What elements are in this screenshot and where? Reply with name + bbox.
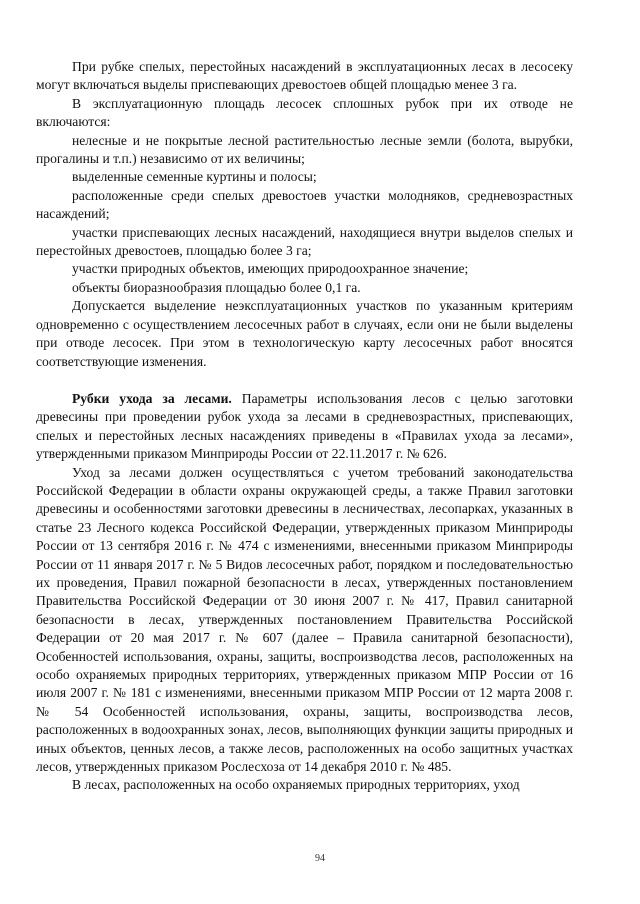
paragraph-8: объекты биоразнообразия площадью более 0,1 га. <box>72 279 361 295</box>
paragraph-5: расположенные среди спелых древостоев участки молодняков, средневозрастных насаждений; <box>36 187 573 222</box>
paragraph-1: При рубке спелых, перестойных насаждений в эксплуатационных лесах в лесосеку могут включаться выделы приспевающих древостоев общей площадью менее 3 га. <box>36 59 573 93</box>
section-heading: Рубки ухода за лесами. <box>72 390 232 406</box>
paragraph-7: участки природных объектов, имеющих природоохранное значение; <box>72 261 469 277</box>
page-number: 94 <box>315 853 325 864</box>
paragraph-9: Допускается выделение неэксплуатационных участков по указанным критериям одновременно с осуществлением лесосечных работ в случаях, если они не были выделены при отводе лесосек. При этом в технологическую карту лесосечных работ вносятся соответствующие изменения. <box>36 298 573 369</box>
paragraph-2: В эксплуатационную площадь лесосек сплошных рубок при их отводе не включаются: <box>36 95 573 130</box>
document-page <box>36 58 573 795</box>
section-paragraph-1: Уход за лесами должен осуществляться с учетом требований законодательства Российской Федерации в области охраны окружающей среды, а также Правил заготовки древесины и особенностями заготовки древесины в лесничествах, лесопарках, указанных в статье 23 Лесного кодекса Российской Федерации, утвержденных приказом Минприроды России от 13 сентября 2016 г. № 474 с изменениями, внесенными приказом Минприроды России от 11 января 2017 г. № 5 Видов лесосечных работ, порядком и последовательностью их проведения, Правил пожарной безопасности в лесах, утвержденных постановлением Правительства Российской Федерации от 30 июня 2007 г. № 417, Правил санитарной безопасности в лесах, утвержденных постановлением Правительства Российской Федерации от 20 мая 2017 г. № 607 (далее – Правила санитарной безопасности), Особенностей использования, охраны, защиты, воспроизводства лесов, расположенных на особо охраняемых природных территориях, утвержденных приказом МПР России от 16 июля 2007 г. № 181 с изменениями, внесенными приказом МПР России от 12 марта 2008 г. № 54 Особенностей использования, охраны, защиты, воспроизводства лесов, расположенных в водоохранных зонах, лесов, выполняющих функции защиты природных и иных объектов, ценных лесов, а также лесов, расположенных на особо защитных участках лесов, утвержденных приказом Рослесхоза от 14 декабря 2010 г. № 485. <box>36 464 573 775</box>
section-paragraph-2: В лесах, расположенных на особо охраняемых природных территориях, уход <box>72 777 520 793</box>
paragraph-3: нелесные и не покрытые лесной растительностью лесные земли (болота, вырубки, прогалины и т.п.) независимо от их величины; <box>36 132 573 167</box>
paragraph-4: выделенные семенные куртины и полосы; <box>72 169 317 185</box>
section-intro-paragraph <box>36 390 573 464</box>
section-intro-text: Параметры использования лесов с целью заготовки древесины при проведении рубок ухода за лесами в средневозрастных, приспевающих, спелых и перестойных лесных насаждениях приведены в «Правилах ухода за лесами», утвержденными приказом Минприроды России от 22.11.2017 г. № 626. <box>36 390 573 462</box>
paragraph-6: участки приспевающих лесных насаждений, находящиеся внутри выделов спелых и перестойных древостоев, площадью более 3 га; <box>36 224 573 259</box>
